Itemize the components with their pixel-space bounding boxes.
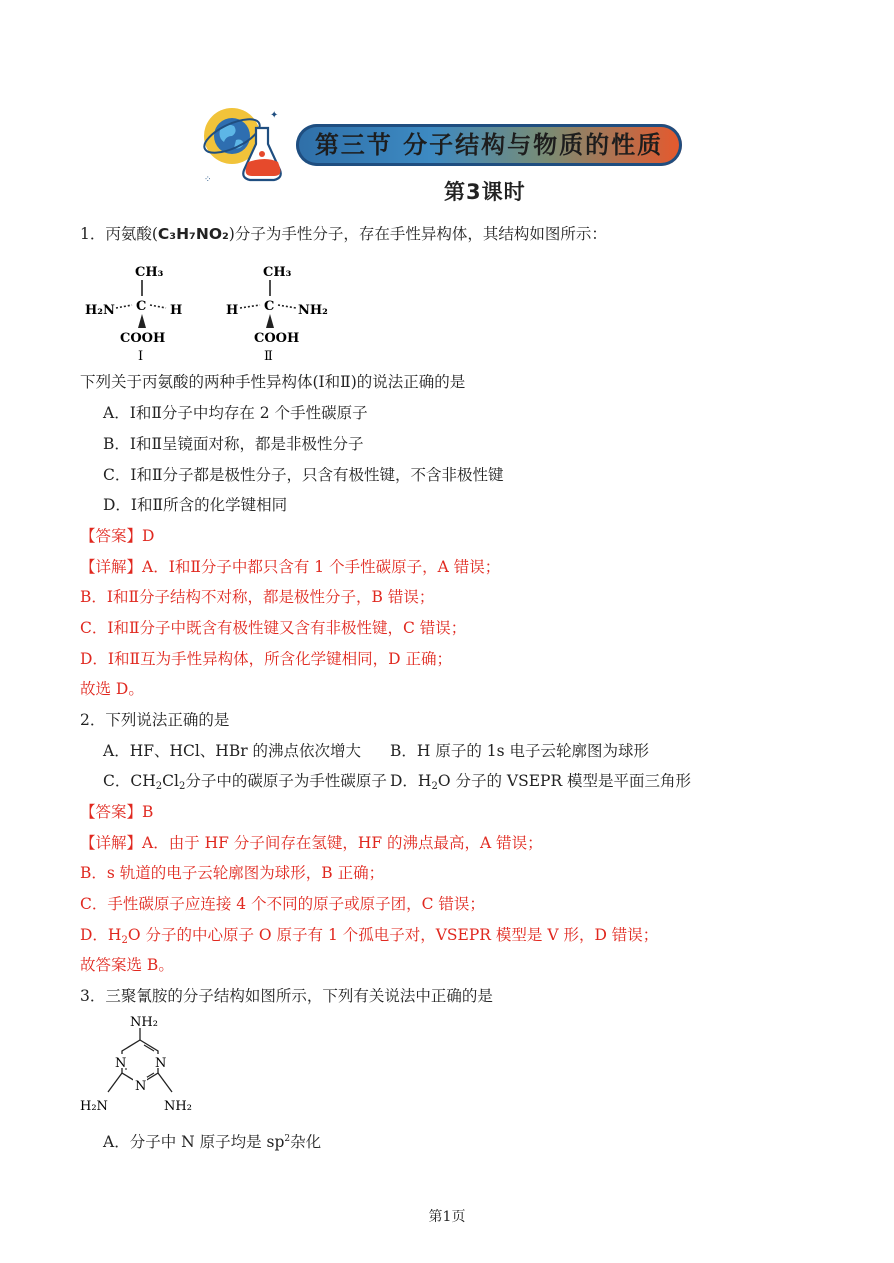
q1-stem: 1．丙氨酸(C₃H₇NO₂)分子为手性分子，存在手性异构体，其结构如图所示： <box>80 225 607 243</box>
melamine-n-left: N <box>115 1056 127 1071</box>
q1-formula: C₃H₇NO₂ <box>157 225 229 243</box>
q1-explain-3: C．Ⅰ和Ⅱ分子中既含有极性键又含有非极性键，C 错误； <box>80 619 467 637</box>
q2-explain-3: C．手性碳原子应连接 4 个不同的原子或原子团，C 错误； <box>80 895 485 913</box>
fig1-h2n: H₂N <box>85 303 115 318</box>
fig2-label: Ⅱ <box>264 349 273 364</box>
melamine-nh2-top: NH₂ <box>130 1015 158 1030</box>
fig2-cooh: COOH <box>254 331 300 346</box>
fig1-h: H <box>170 303 183 318</box>
q1-explain-5: 故选 D。 <box>80 680 144 698</box>
fig2-c: C <box>264 299 275 314</box>
q1-option-c: C．Ⅰ和Ⅱ分子都是极性分子，只含有极性键，不含非极性键 <box>103 466 504 484</box>
q1-explain-1: 【详解】A．Ⅰ和Ⅱ分子中都只含有 1 个手性碳原子，A 错误； <box>80 558 501 576</box>
q2-option-d: D．$H_2O$ 分子的 VSEPR 模型是平面三角形 <box>390 772 692 792</box>
alanine-isomers-figure <box>80 258 340 366</box>
fig2-nh2: NH₂ <box>298 303 328 318</box>
q1-answer: 【答案】D <box>80 527 155 545</box>
fig1-c: C <box>136 299 147 314</box>
melamine-nh2-right: NH₂ <box>164 1099 192 1114</box>
q2-explain-4: D．$H_2O$ 分子的中心原子 O 原子有 1 个孤电子对，VSEPR 模型是 V 形，D 错误； <box>80 926 659 946</box>
melamine-n-bottom: N <box>135 1079 147 1094</box>
q2-option-a: A．HF、HCl、HBr 的沸点依次增大 <box>103 742 362 760</box>
melamine-n-right: N <box>155 1056 167 1071</box>
q1-explain-4: D．Ⅰ和Ⅱ互为手性异构体，所含化学键相同，D 正确； <box>80 650 452 668</box>
q2-option-b: B．H 原子的 1s 电子云轮廓图为球形 <box>390 742 650 760</box>
fig2-h: H <box>226 303 239 318</box>
page-subtitle: 第3课时 <box>444 180 526 204</box>
fig1-label: Ⅰ <box>138 349 144 364</box>
q2-explain-2: B．s 轨道的电子云轮廓图为球形，B 正确； <box>80 864 385 882</box>
q1-option-a: A．Ⅰ和Ⅱ分子中均存在 2 个手性碳原子 <box>103 404 368 422</box>
fig1-cooh: COOH <box>120 331 166 346</box>
q1-prompt: 下列关于丙氨酸的两种手性异构体(Ⅰ和Ⅱ)的说法正确的是 <box>80 373 466 391</box>
fig2-ch3: CH₃ <box>263 265 292 280</box>
q2-explain-5: 故答案选 B。 <box>80 956 174 974</box>
q2-answer: 【答案】B <box>80 803 154 821</box>
globe-flask-icon <box>198 100 294 190</box>
q3-stem: 3．三聚氰胺的分子结构如图所示，下列有关说法中正确的是 <box>80 987 493 1005</box>
page-title: 第三节 分子结构与物质的性质 <box>314 131 664 159</box>
q1-option-d: D．Ⅰ和Ⅱ所含的化学键相同 <box>103 496 288 514</box>
q1-explain-2: B．Ⅰ和Ⅱ分子结构不对称，都是极性分子，B 错误； <box>80 588 435 606</box>
page-number: 第1页 <box>428 1209 466 1225</box>
fig1-ch3: CH₃ <box>135 265 164 280</box>
svg-text:✦: ✦ <box>270 110 279 121</box>
q1-option-b: B．Ⅰ和Ⅱ呈镜面对称，都是非极性分子 <box>103 435 364 453</box>
q2-stem: 2．下列说法正确的是 <box>80 711 230 729</box>
melamine-figure <box>78 1010 208 1122</box>
melamine-h2n-left: H₂N <box>80 1099 108 1114</box>
svg-text:⁘: ⁘ <box>204 175 212 185</box>
q2-explain-1: 【详解】A．由于 HF 分子间存在氢键，HF 的沸点最高，A 错误； <box>80 834 543 852</box>
q3-option-a: A．分子中 N 原子均是 $sp^2$杂化 <box>103 1133 322 1152</box>
q2-option-c: C．$CH_2Cl_2$分子中的碳原子为手性碳原子 <box>103 772 387 792</box>
